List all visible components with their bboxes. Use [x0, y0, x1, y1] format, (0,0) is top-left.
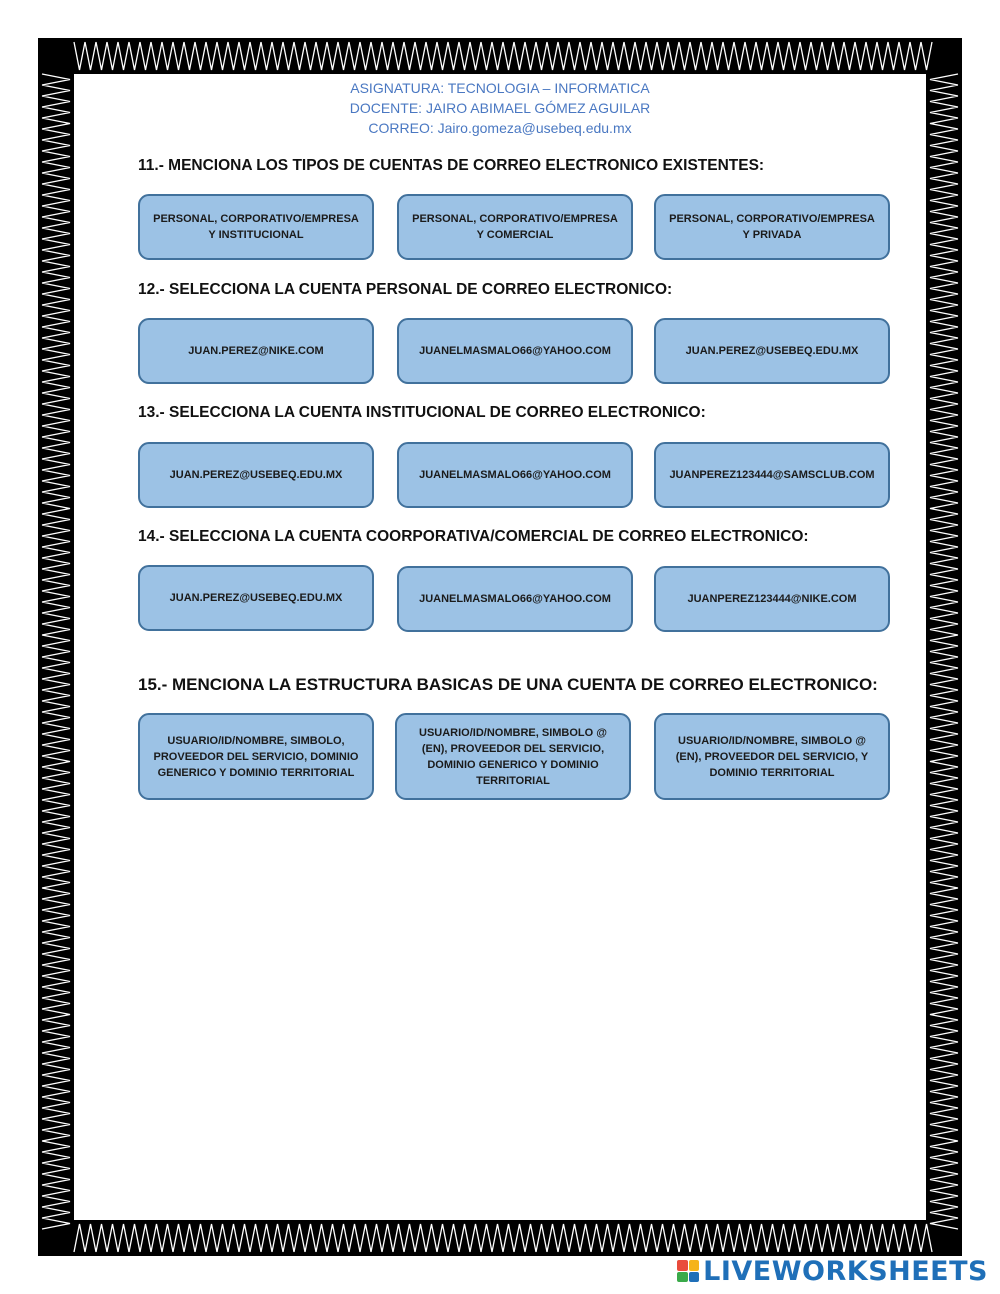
logo-tile	[689, 1272, 700, 1283]
teacher-line: DOCENTE: JAIRO ABIMAEL GÓMEZ AGUILAR	[349, 100, 651, 116]
liveworksheets-logo-icon	[677, 1260, 699, 1282]
logo-tile	[677, 1260, 688, 1271]
email-line: CORREO: Jairo.gomeza@usebeq.edu.mx	[368, 120, 632, 136]
q11-option-3[interactable]: PERSONAL, CORPORATIVO/EMPRESA Y PRIVADA	[654, 194, 890, 260]
q12-option-1[interactable]: JUAN.PEREZ@NIKE.COM	[138, 318, 374, 384]
worksheet-header	[0, 78, 1000, 138]
q15-option-1[interactable]: USUARIO/ID/NOMBRE, SIMBOLO, PROVEEDOR DEL SERVICIO, DOMINIO GENERICO Y DOMINIO TERRITORIAL	[138, 713, 374, 800]
q11-option-1[interactable]: PERSONAL, CORPORATIVO/EMPRESA Y INSTITUCIONAL	[138, 194, 374, 260]
q11-option-2[interactable]: PERSONAL, CORPORATIVO/EMPRESA Y COMERCIAL	[397, 194, 633, 260]
liveworksheets-brand[interactable]	[677, 1256, 988, 1286]
q13-option-2[interactable]: JUANELMASMALO66@YAHOO.COM	[397, 442, 633, 508]
q13-option-3[interactable]: JUANPEREZ123444@SAMSCLUB.COM	[654, 442, 890, 508]
q14-option-3[interactable]: JUANPEREZ123444@NIKE.COM	[654, 566, 890, 632]
q14-option-1[interactable]: JUAN.PEREZ@USEBEQ.EDU.MX	[138, 565, 374, 631]
q13-option-1[interactable]: JUAN.PEREZ@USEBEQ.EDU.MX	[138, 442, 374, 508]
question-13: 13.- SELECCIONA LA CUENTA INSTITUCIONAL DE CORREO ELECTRONICO:	[138, 404, 706, 421]
q14-option-2[interactable]: JUANELMASMALO66@YAHOO.COM	[397, 566, 633, 632]
q15-option-3[interactable]: USUARIO/ID/NOMBRE, SIMBOLO @ (EN), PROVEEDOR DEL SERVICIO, Y DOMINIO TERRITORIAL	[654, 713, 890, 800]
question-14: 14.- SELECCIONA LA CUENTA COORPORATIVA/COMERCIAL DE CORREO ELECTRONICO:	[138, 528, 809, 545]
question-12: 12.- SELECCIONA LA CUENTA PERSONAL DE CORREO ELECTRONICO:	[138, 281, 673, 298]
q12-option-3[interactable]: JUAN.PEREZ@USEBEQ.EDU.MX	[654, 318, 890, 384]
q12-option-2[interactable]: JUANELMASMALO66@YAHOO.COM	[397, 318, 633, 384]
question-11: 11.- MENCIONA LOS TIPOS DE CUENTAS DE CORREO ELECTRONICO EXISTENTES:	[138, 157, 765, 174]
q15-option-2[interactable]: USUARIO/ID/NOMBRE, SIMBOLO @ (EN), PROVEEDOR DEL SERVICIO, DOMINIO GENERICO Y DOMINIO TERRITORIAL	[395, 713, 631, 800]
subject-line: ASIGNATURA: TECNOLOGIA – INFORMATICA	[350, 80, 650, 96]
logo-tile	[689, 1260, 700, 1271]
brand-name: LIVEWORKSHEETS	[703, 1255, 988, 1287]
logo-tile	[677, 1272, 688, 1283]
question-15: 15.- MENCIONA LA ESTRUCTURA BASICAS DE UNA CUENTA DE CORREO ELECTRONICO:	[138, 675, 878, 694]
